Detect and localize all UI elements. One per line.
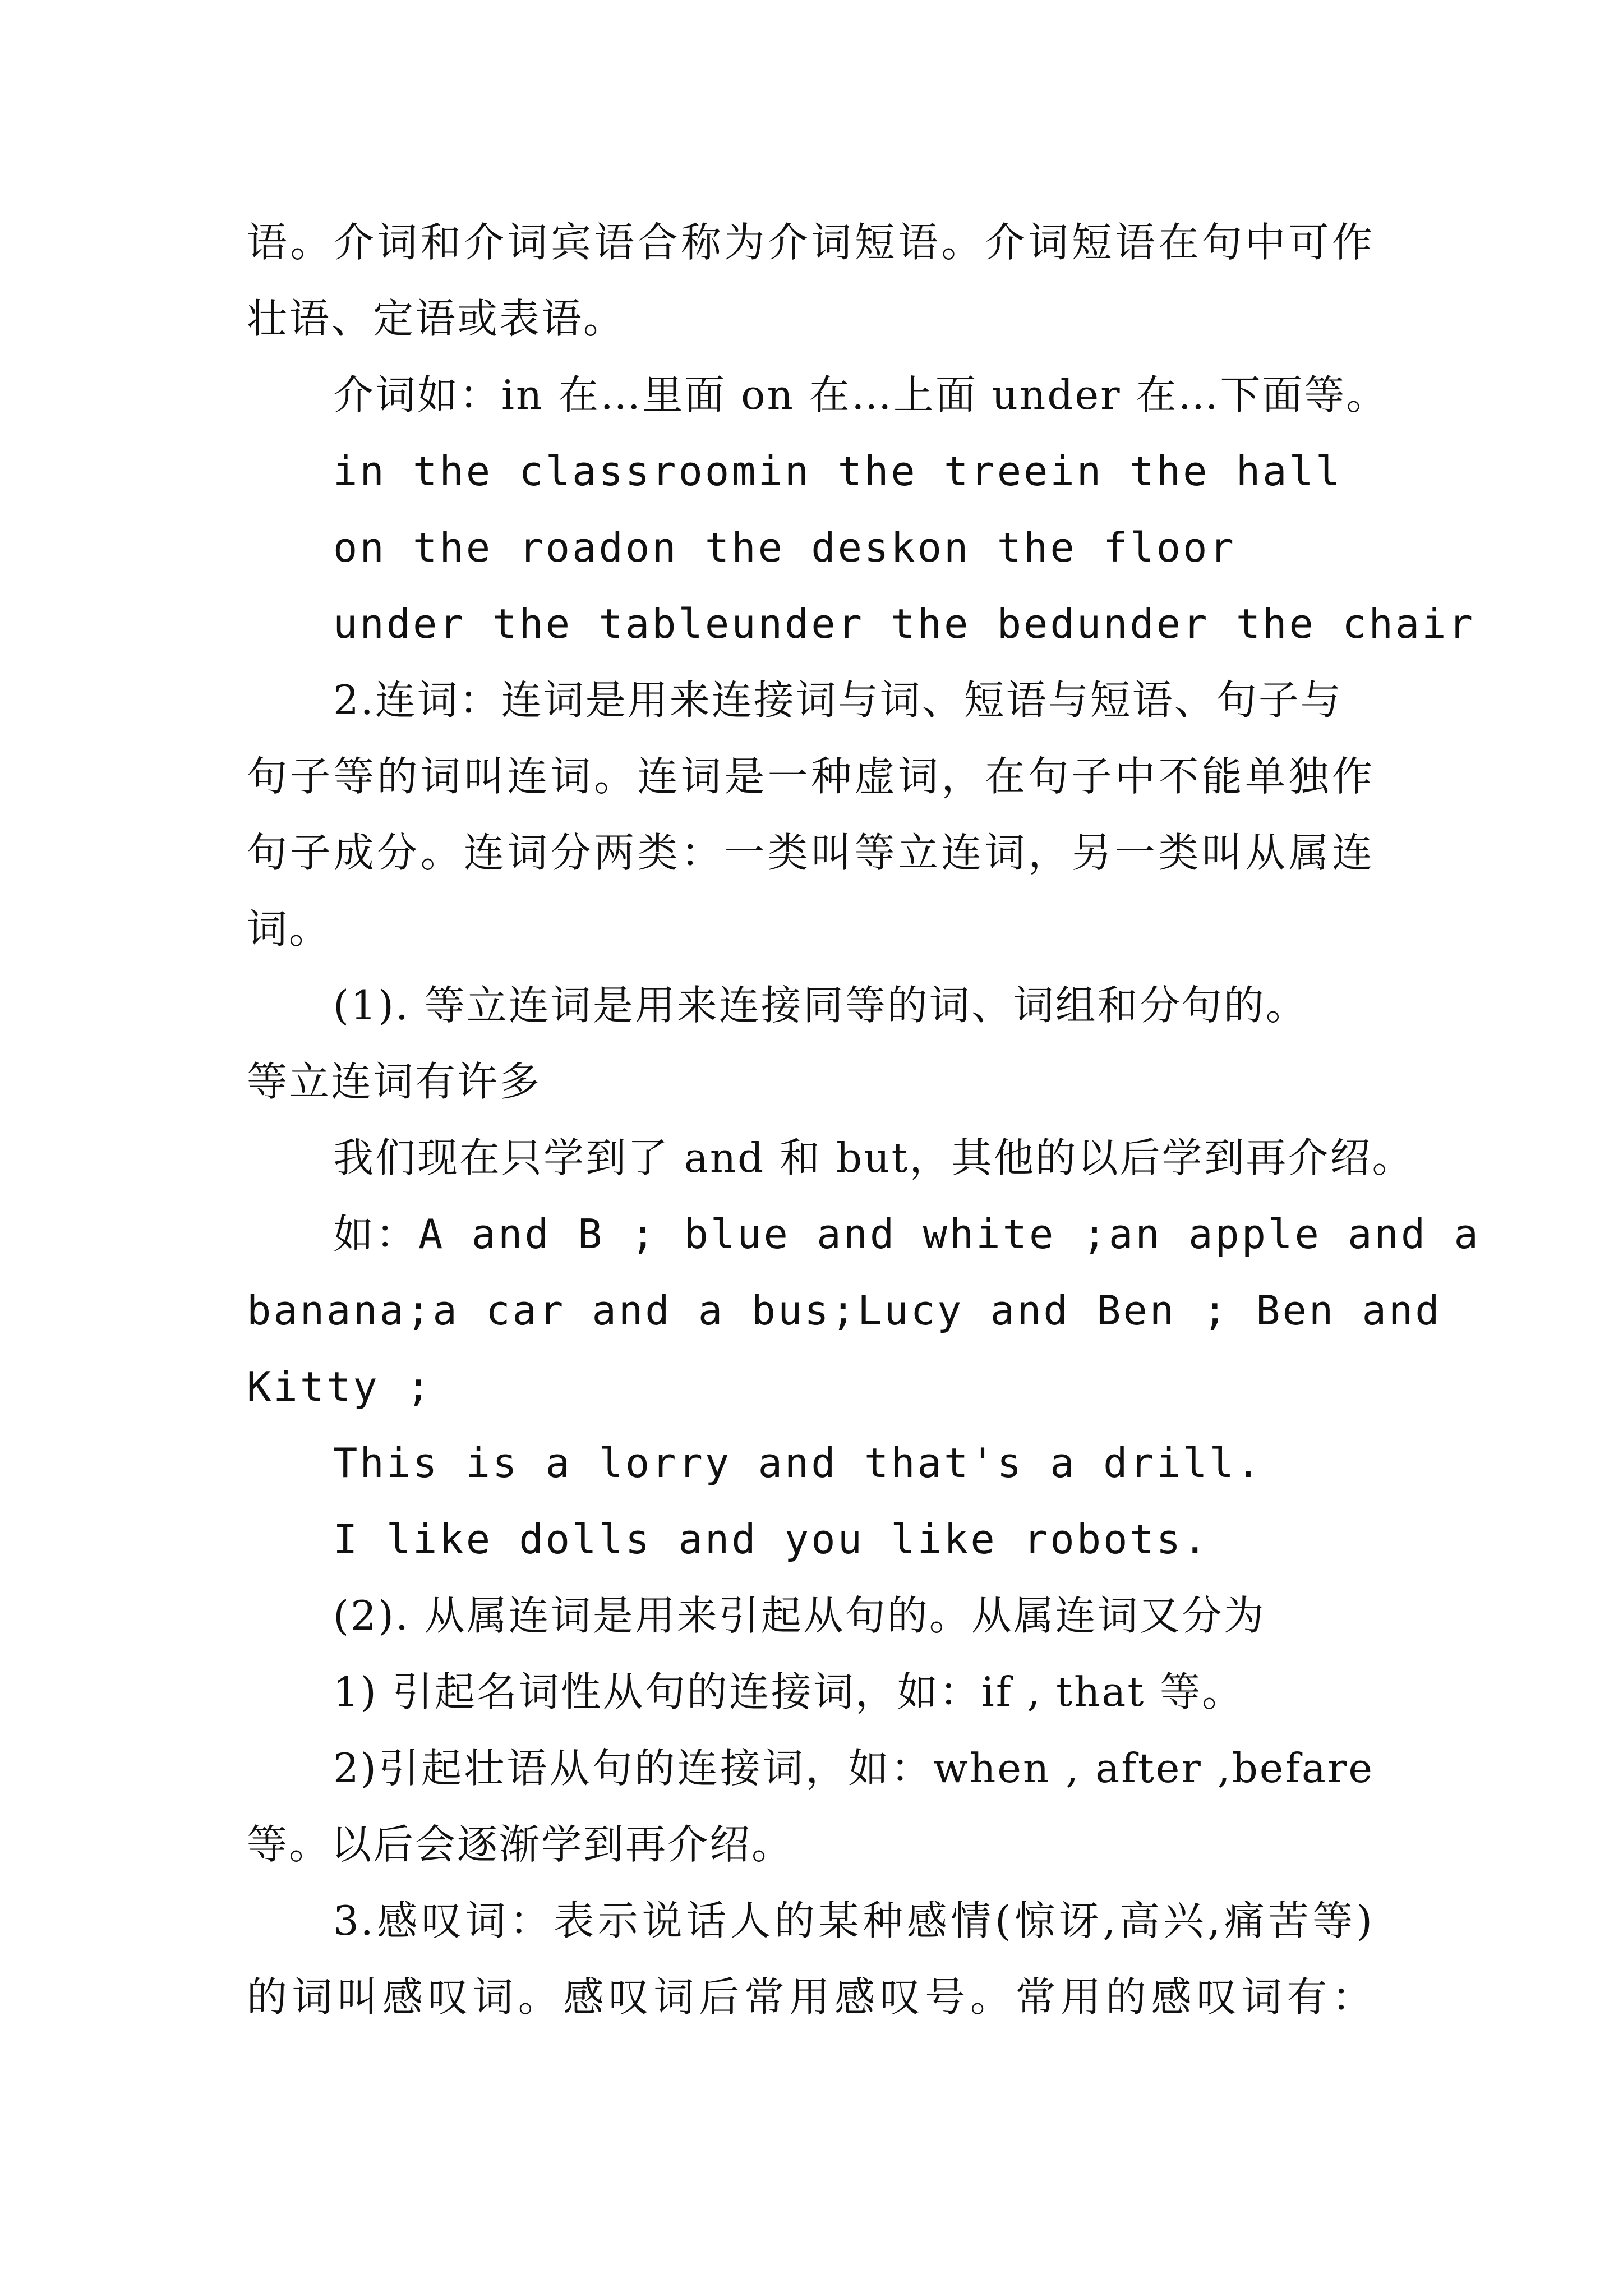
example-sentence: This is a lorry and that's a drill. xyxy=(333,1439,1263,1487)
section-heading-conjunction: 2.连词：连词是用来连接词与词、短语与短语、句子与 xyxy=(333,677,1343,724)
example-line: under the tableunder the bedunder the chair xyxy=(333,600,1475,647)
section-heading-interjection: 3.感叹词：表示说话人的某种感情(惊讶,高兴,痛苦等) xyxy=(333,1897,1374,1944)
example-line: banana;a car and a bus;Lucy and Ben ; Ben and xyxy=(247,1287,1442,1334)
subsection-heading-subordinating: (2). 从属连词是用来引起从句的。从属连词又分为 xyxy=(333,1592,1266,1639)
paragraph-line: 词。 xyxy=(247,905,331,953)
example-line: on the roadon the deskon the floor xyxy=(333,524,1236,571)
example-sentence: I like dolls and you like robots. xyxy=(333,1516,1210,1563)
paragraph-line: 壮语、定语或表语。 xyxy=(247,295,626,342)
paragraph-line: 的词叫感叹词。感叹词后常用感叹号。常用的感叹词有： xyxy=(247,1973,1374,2021)
paragraph-line: 句子成分。连词分两类：一类叫等立连词，另一类叫从属连 xyxy=(247,829,1374,876)
paragraph-line: 1) 引起名词性从句的连接词，如：if , that 等。 xyxy=(333,1668,1244,1715)
paragraph-line: 句子等的词叫连词。连词是一种虚词，在句子中不能单独作 xyxy=(247,753,1374,800)
paragraph-line: 等立连词有许多 xyxy=(247,1058,542,1105)
example-line: in the classroomin the treein the hall xyxy=(333,448,1343,495)
paragraph-line: 等。以后会逐渐学到再介绍。 xyxy=(247,1821,794,1868)
paragraph-line: 介词如：in 在…里面 on 在…上面 under 在…下面等。 xyxy=(333,371,1389,418)
example-line: Kitty ; xyxy=(247,1363,433,1410)
example-line: 如：A and B ; blue and white ;an apple and a xyxy=(333,1211,1481,1258)
paragraph-line: 2)引起壮语从句的连接词，如：when , after ,befare xyxy=(333,1745,1374,1792)
paragraph-line: 语。介词和介词宾语合称为介词短语。介词短语在句中可作 xyxy=(247,219,1374,266)
paragraph-line: 我们现在只学到了 and 和 but，其他的以后学到再介绍。 xyxy=(333,1134,1414,1181)
subsection-heading-coordinating: (1). 等立连词是用来连接同等的词、词组和分句的。 xyxy=(333,982,1308,1029)
